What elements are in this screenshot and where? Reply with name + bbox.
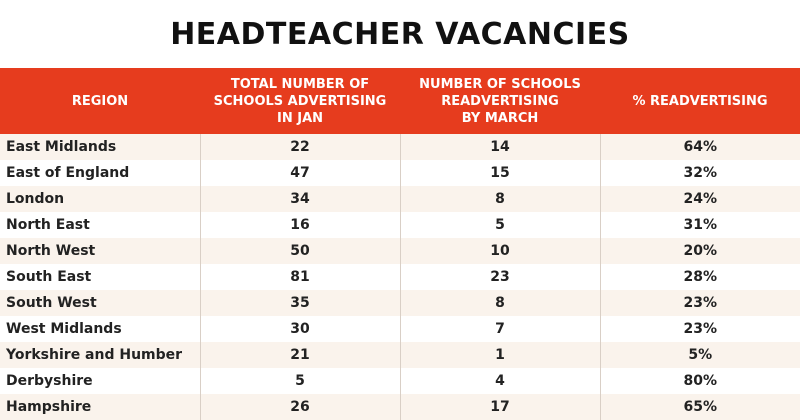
cell-region: North East bbox=[0, 212, 200, 238]
table-row bbox=[0, 264, 800, 290]
cell-readvertising: 5 bbox=[400, 212, 600, 238]
cell-percent: 80% bbox=[600, 368, 800, 394]
table-row bbox=[0, 186, 800, 212]
table-row bbox=[0, 342, 800, 368]
page-title: HEADTEACHER VACANCIES bbox=[170, 17, 630, 52]
cell-region: East of England bbox=[0, 160, 200, 186]
cell-percent: 24% bbox=[600, 186, 800, 212]
header-readvertising: NUMBER OF SCHOOLS READVERTISING BY MARCH bbox=[400, 68, 600, 134]
table-header bbox=[0, 68, 800, 134]
cell-region: Derbyshire bbox=[0, 368, 200, 394]
cell-percent: 32% bbox=[600, 160, 800, 186]
cell-readvertising: 14 bbox=[400, 134, 600, 160]
cell-percent: 23% bbox=[600, 290, 800, 316]
cell-total: 47 bbox=[200, 160, 400, 186]
cell-region: South West bbox=[0, 290, 200, 316]
cell-region: Yorkshire and Humber bbox=[0, 342, 200, 368]
table-row bbox=[0, 316, 800, 342]
header-total: TOTAL NUMBER OF SCHOOLS ADVERTISING IN JAN bbox=[200, 68, 400, 134]
table-row bbox=[0, 368, 800, 394]
cell-readvertising: 17 bbox=[400, 394, 600, 420]
cell-readvertising: 7 bbox=[400, 316, 600, 342]
cell-readvertising: 15 bbox=[400, 160, 600, 186]
cell-region: South East bbox=[0, 264, 200, 290]
header-region: REGION bbox=[0, 68, 200, 134]
table-row bbox=[0, 290, 800, 316]
cell-region: London bbox=[0, 186, 200, 212]
cell-readvertising: 8 bbox=[400, 186, 600, 212]
cell-total: 81 bbox=[200, 264, 400, 290]
cell-percent: 5% bbox=[600, 342, 800, 368]
table-row bbox=[0, 160, 800, 186]
cell-readvertising: 10 bbox=[400, 238, 600, 264]
cell-region: Hampshire bbox=[0, 394, 200, 420]
cell-percent: 31% bbox=[600, 212, 800, 238]
cell-total: 22 bbox=[200, 134, 400, 160]
header-percent: % READVERTISING bbox=[600, 68, 800, 134]
cell-percent: 20% bbox=[600, 238, 800, 264]
table-row bbox=[0, 238, 800, 264]
cell-readvertising: 8 bbox=[400, 290, 600, 316]
cell-total: 26 bbox=[200, 394, 400, 420]
cell-total: 16 bbox=[200, 212, 400, 238]
cell-percent: 23% bbox=[600, 316, 800, 342]
cell-percent: 64% bbox=[600, 134, 800, 160]
cell-region: West Midlands bbox=[0, 316, 200, 342]
cell-total: 34 bbox=[200, 186, 400, 212]
cell-percent: 28% bbox=[600, 264, 800, 290]
table-row bbox=[0, 394, 800, 420]
cell-total: 35 bbox=[200, 290, 400, 316]
vacancies-table bbox=[0, 68, 800, 420]
cell-total: 30 bbox=[200, 316, 400, 342]
header-row bbox=[0, 68, 800, 134]
cell-readvertising: 1 bbox=[400, 342, 600, 368]
table-body bbox=[0, 134, 800, 420]
table-row bbox=[0, 212, 800, 238]
cell-total: 5 bbox=[200, 368, 400, 394]
cell-total: 21 bbox=[200, 342, 400, 368]
cell-region: North West bbox=[0, 238, 200, 264]
cell-readvertising: 23 bbox=[400, 264, 600, 290]
cell-readvertising: 4 bbox=[400, 368, 600, 394]
table-row bbox=[0, 134, 800, 160]
cell-percent: 65% bbox=[600, 394, 800, 420]
cell-region: East Midlands bbox=[0, 134, 200, 160]
cell-total: 50 bbox=[200, 238, 400, 264]
